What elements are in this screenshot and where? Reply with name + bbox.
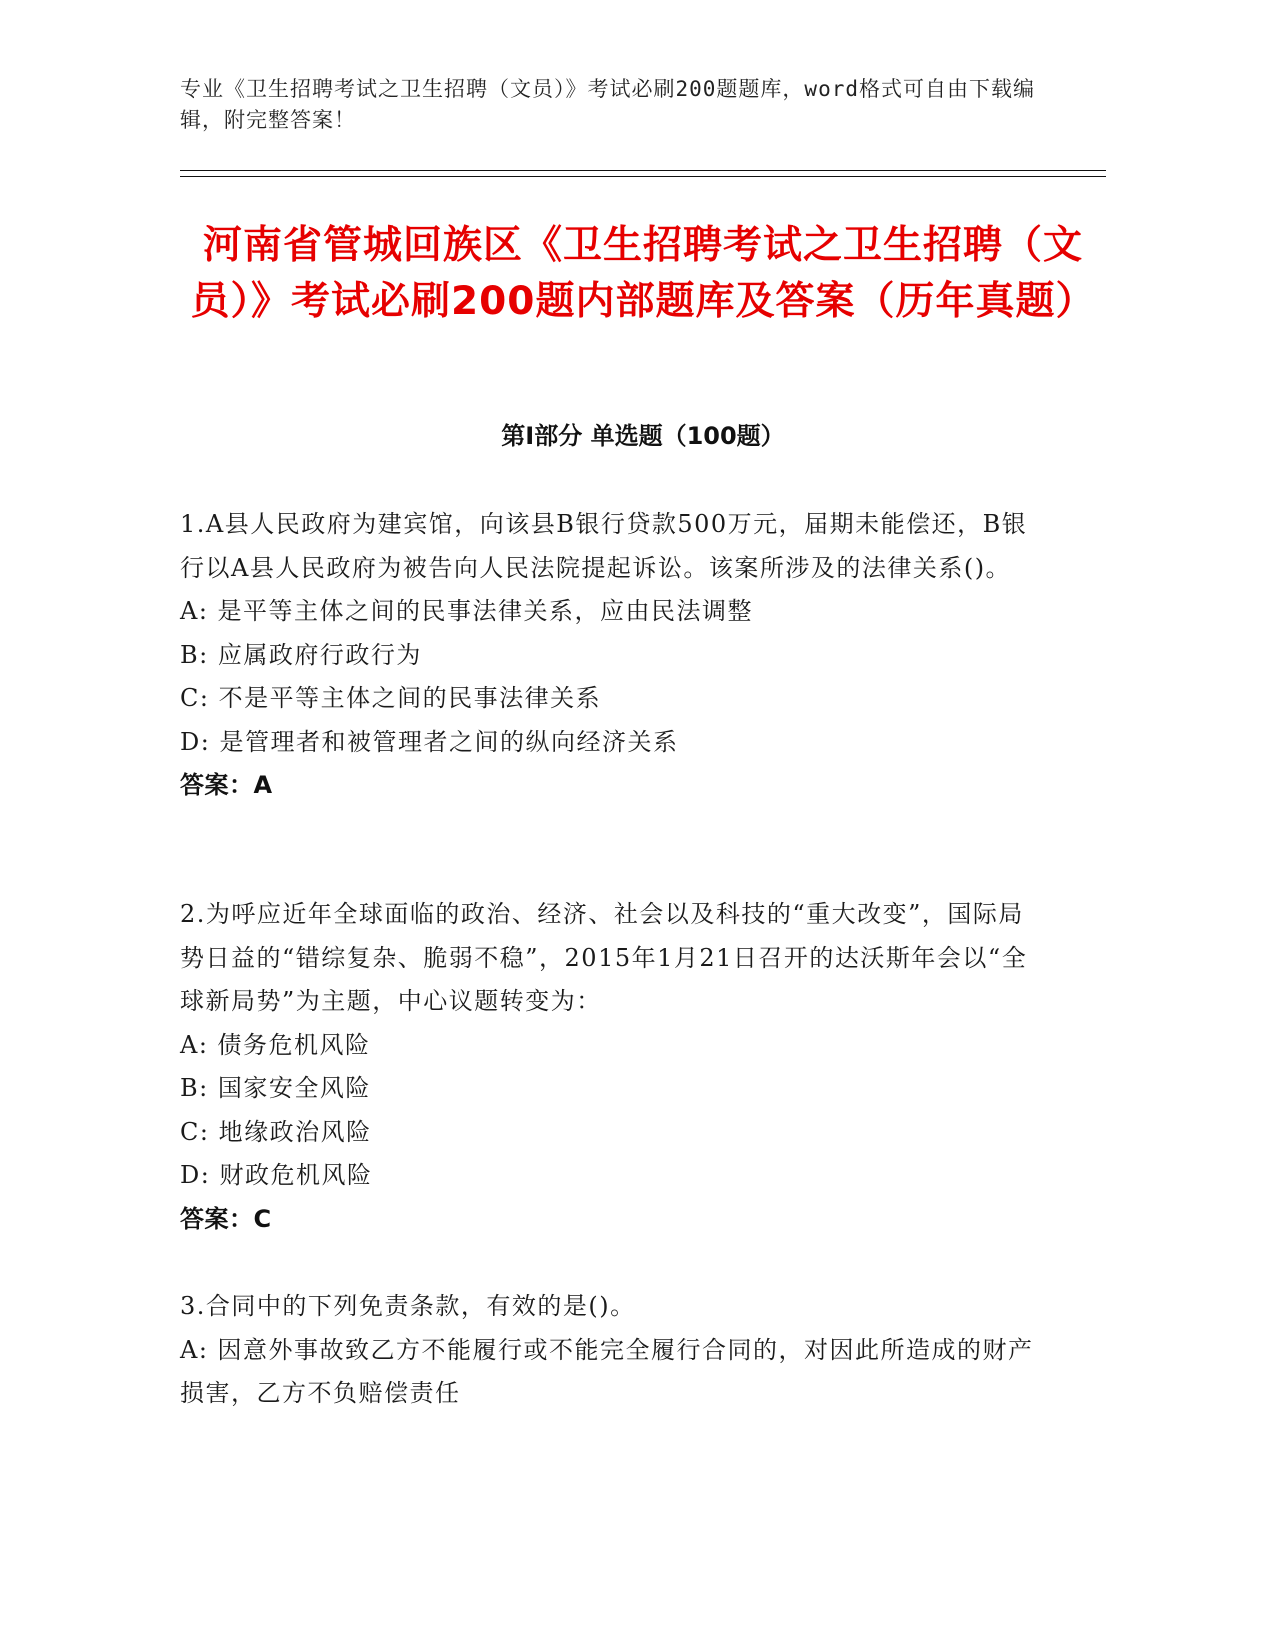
document-title: 河南省管城回族区《卫生招聘考试之卫生招聘（文员）》考试必刷200题内部题库及答案（历年真题） [190,223,1096,324]
section-heading: 第Ⅰ部分 单选题（100题） [501,422,785,450]
option-c: C: 地缘政治风险 [180,1117,372,1146]
header-note: 专业《卫生招聘考试之卫生招聘（文员）》考试必刷200题题库，word格式可自由下载编辑，附完整答案！ [180,77,1035,132]
option-b: B: 应属政府行政行为 [180,640,422,669]
answer-line: 答案：A [180,771,273,799]
option-d: D: 财政危机风险 [180,1161,373,1189]
option-b: B: 国家安全风险 [180,1074,371,1102]
option-d: D: 是管理者和被管理者之间的纵向经济关系 [180,727,679,756]
option-a: A: 债务危机风险 [180,1030,371,1059]
header-divider [180,170,1106,171]
option-a: A: 因意外事故致乙方不能履行或不能完全履行合同的，对因此所造成的财产损害，乙方不负赔偿责任 [180,1335,1034,1407]
header-divider-second [180,176,1106,177]
question-stem: 3.合同中的下列免责条款，有效的是()。 [180,1292,636,1320]
question-item [180,893,1040,1241]
question-stem: 2.为呼应近年全球面临的政治、经济、社会以及科技的“重大改变”，国际局势日益的“错综复杂、脆弱不稳”，2015年1月21日召开的达沃斯年会以“全球新局势”为主题，中心议题转变为： [180,900,1028,1015]
option-a: A: 是平等主体之间的民事法律关系，应由民法调整 [180,597,754,625]
question-item [180,1285,1040,1416]
answer-line: 答案：C [180,1204,272,1233]
question-item [180,503,1040,808]
question-stem: 1.A县人民政府为建宾馆，向该县B银行贷款500万元，届期未能偿还，B银行以A县人民政府为被告向人民法院提起诉讼。该案所涉及的法律关系()。 [180,510,1028,582]
option-c: C: 不是平等主体之间的民事法律关系 [180,684,602,712]
